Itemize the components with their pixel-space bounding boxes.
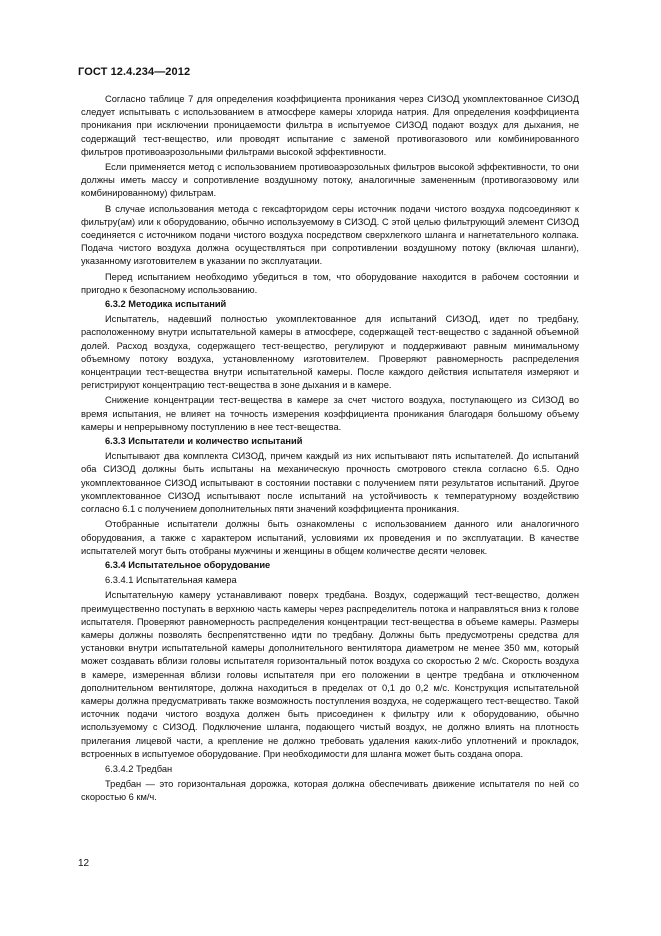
section-heading: 6.3.3 Испытатели и количество испытаний — [105, 436, 303, 447]
paragraph: Испытатель, надевший полностью укомплектованное для испытаний СИЗОД, идет по тредбану, расположенному внутри испытательной камеры в атмосфере, содержащей тест-вещество с заданной объемной долей. Расход воздуха, содержащего тест-вещество, регулируют и поддерживают равным минимальному объемному потоку воздуха, установленному изготовителем. Проверяют равномерность распределения концентрации тест-вещества внутри испытательной камеры. После каждого действия испытателя измеряют и регистрируют концентрацию тест-вещества в зоне дыхания и в камере. — [81, 314, 579, 391]
section-heading: 6.3.4 Испытательное оборудование — [105, 559, 271, 570]
paragraph: Снижение концентрации тест-вещества в камере за счет чистого воздуха, поступающего из СИЗОД во время испытания, не влияет на точность измерения коэффициента проникания благодаря большому объему камеры и непрерывному поступлению в нее тест-вещества. — [81, 395, 579, 432]
paragraph: Тредбан — это горизонтальная дорожка, которая должна обеспечивать движение испытателя по ней со скоростью 6 км/ч. — [81, 779, 579, 803]
subsection-heading: 6.3.4.1 Испытательная камера — [105, 575, 237, 586]
body-text — [81, 93, 579, 805]
paragraph: Если применяется метод с использованием противоаэрозольных фильтров высокой эффективности, то они должны иметь массу и сопротивление воздушному потоку, аналогичные замененным (противогазовому или комбинированному) фильтрам. — [81, 162, 579, 199]
page-number: 12 — [78, 858, 90, 869]
section-heading: 6.3.2 Методика испытаний — [105, 299, 227, 310]
paragraph: Испытательную камеру устанавливают поверх тредбана. Воздух, содержащий тест-вещество, должен преимущественно поступать в верхнюю часть камеры через распределитель потока и направляться вниз к голове испытателя. Проверяют равномерность распределения концентрации тест-вещества в объеме камеры. Размеры камеры должны позволять беспрепятственно идти по тредбану. Должны быть предусмотрены средства для установки внутри испытательной камеры дополнительного вентилятора диаметром не менее 350 мм, который может создавать вблизи головы испытателя горизонтальный поток воздуха со скоростью 2 м/с. Скорость воздуха в камере, измеренная вблизи головы испытателя при его положении в центре тредбана и отключенном дополнительном вентиляторе, должна находиться в пределах от 0,1 до 0,2 м/с. Конструкция испытательной камеры должна предусматривать также возможность поступления воздуха, не содержащего тест-вещество. Такой источник подачи чистого воздуха должен быть присоединен к фильтру или к оборудованию, обычно используемому с СИЗОД. Подключение шланга, подающего чистый воздух, не должно влиять на плотность прилегания лицевой части, а крепление не должно требовать удаления каких-либо уплотнений и прокладок, встроенных в испытуемое оборудование. При необходимости для шланга может быть создана опора. — [81, 590, 579, 759]
paragraph: Отобранные испытатели должны быть ознакомлены с использованием данного или аналогичного оборудования, а также с характером испытаний, условиями их проведения и по эксплуатации. В качестве испытателей могут быть отобраны мужчины и женщины в общем количестве десяти человек. — [81, 519, 579, 556]
paragraph: В случае использования метода с гексафторидом серы источник подачи чистого воздуха подсоединяют к фильтру(ам) или к оборудованию, обычно используемому в СИЗОД. С этой целью фильтрующий элемент СИЗОД соединяется с источником подачи чистого воздуха посредством сверхлегкого шланга и нагнетательного колпака. Подача чистого воздуха должна осуществляться при сопротивлении воздушному потоку (включая шланги), указанному изготовителем в указании по эксплуатации. — [81, 203, 579, 267]
subsection-heading: 6.3.4.2 Тредбан — [105, 763, 173, 774]
paragraph: Испытывают два комплекта СИЗОД, причем каждый из них испытывают пять испытателей. До испытаний оба СИЗОД должны быть испытаны на механическую прочность смотрового стекла согласно 6.5. Одно укомплектованное СИЗОД испытывают в состоянии поставки с получением пяти результатов испытаний. Другое укомплектованное СИЗОД испытывают после испытаний на устойчивость к температурному воздействию согласно 6.1 с получением дополнительных пяти значений коэффициента проникания. — [81, 451, 579, 515]
paragraph: Перед испытанием необходимо убедиться в том, что оборудование находится в рабочем состоянии и пригодно к безопасному использованию. — [81, 271, 579, 295]
paragraph: Согласно таблице 7 для определения коэффициента проникания через СИЗОД укомплектованное СИЗОД следует испытывать с использованием в атмосфере камеры хлорида натрия. Для определения коэффициента проникания при исключении проницаемости фильтра в испытуемое СИЗОД подают воздух для дыхания, не содержащий тест-вещество, или проводят испытание с заменой противогазового или комбинированного фильтров противоаэрозольными фильтрами высокой эффективности. — [81, 94, 579, 157]
document-code-header: ГОСТ 12.4.234—2012 — [78, 66, 191, 78]
